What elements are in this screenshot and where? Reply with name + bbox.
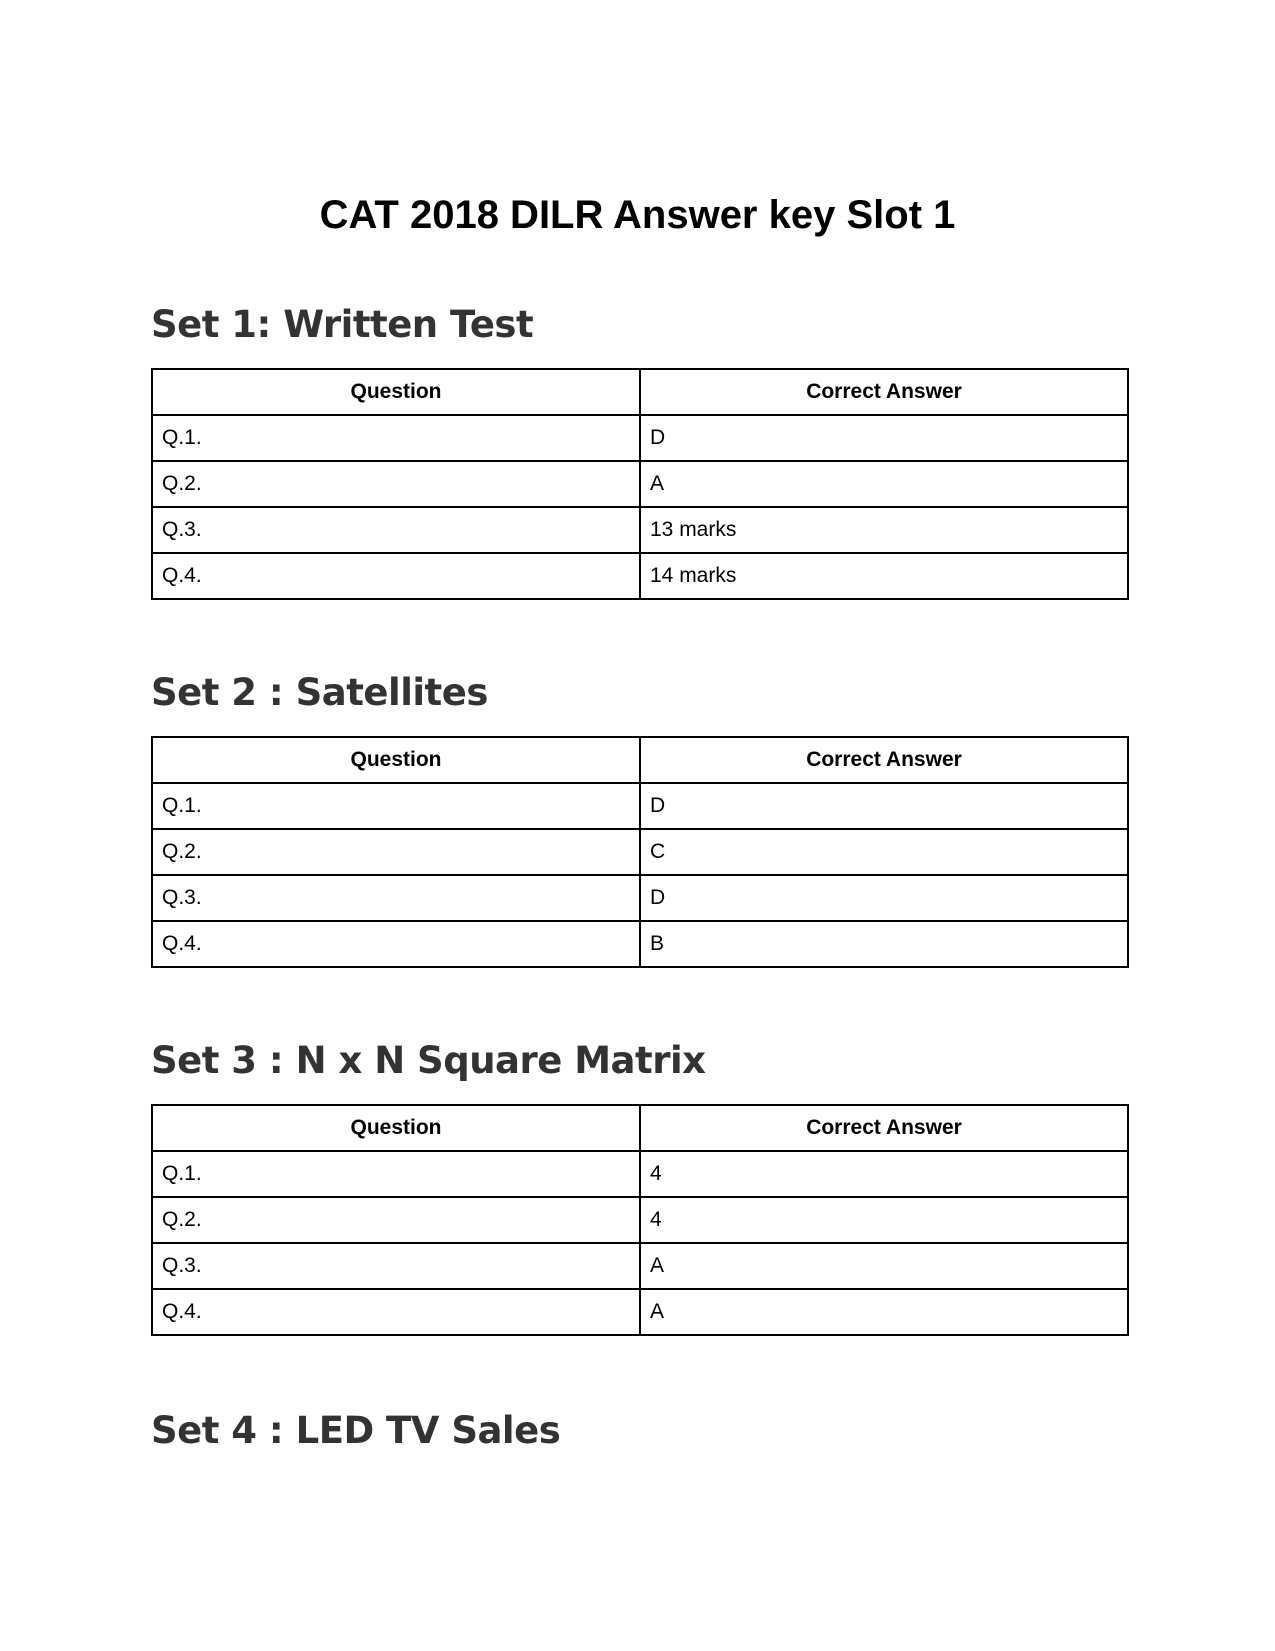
table-row	[152, 783, 1128, 829]
set-2-section	[151, 668, 1127, 968]
set-heading: Set 2 : Satellites	[151, 671, 488, 714]
table-header-row	[152, 369, 1128, 415]
answer-column-header: Correct Answer	[640, 737, 1128, 783]
answer-column-header: Correct Answer	[640, 1105, 1128, 1151]
answer-cell: A	[640, 1243, 1128, 1289]
answer-table	[151, 1104, 1129, 1336]
table-row	[152, 829, 1128, 875]
question-cell: Q.3.	[152, 507, 640, 553]
table-row	[152, 415, 1128, 461]
set-1-section	[151, 300, 1127, 600]
question-cell: Q.1.	[152, 415, 640, 461]
table-row	[152, 1151, 1128, 1197]
set-3-section	[151, 1036, 1127, 1336]
table-header-row	[152, 1105, 1128, 1151]
answer-cell: A	[640, 461, 1128, 507]
question-cell: Q.2.	[152, 829, 640, 875]
answer-table	[151, 736, 1129, 968]
question-column-header: Question	[152, 1105, 640, 1151]
table-row	[152, 461, 1128, 507]
question-cell: Q.1.	[152, 783, 640, 829]
question-cell: Q.4.	[152, 921, 640, 967]
question-cell: Q.1.	[152, 1151, 640, 1197]
table-row	[152, 921, 1128, 967]
set-4-section	[151, 1406, 1127, 1466]
table-row	[152, 875, 1128, 921]
table-row	[152, 1243, 1128, 1289]
question-cell: Q.4.	[152, 1289, 640, 1335]
answer-table	[151, 368, 1129, 600]
answer-cell: B	[640, 921, 1128, 967]
set-heading: Set 1: Written Test	[151, 303, 534, 346]
answer-cell: D	[640, 415, 1128, 461]
answer-cell: D	[640, 875, 1128, 921]
question-cell: Q.3.	[152, 875, 640, 921]
answer-cell: D	[640, 783, 1128, 829]
table-header-row	[152, 737, 1128, 783]
question-cell: Q.4.	[152, 553, 640, 599]
table-row	[152, 1197, 1128, 1243]
table-row	[152, 1289, 1128, 1335]
answer-cell: 4	[640, 1151, 1128, 1197]
answer-cell: 4	[640, 1197, 1128, 1243]
set-heading: Set 4 : LED TV Sales	[151, 1409, 561, 1452]
table-row	[152, 553, 1128, 599]
answer-cell: C	[640, 829, 1128, 875]
answer-cell: 14 marks	[640, 553, 1128, 599]
set-heading: Set 3 : N x N Square Matrix	[151, 1039, 706, 1082]
table-row	[152, 507, 1128, 553]
question-column-header: Question	[152, 369, 640, 415]
answer-cell: 13 marks	[640, 507, 1128, 553]
question-cell: Q.3.	[152, 1243, 640, 1289]
page-title: CAT 2018 DILR Answer key Slot 1	[319, 193, 956, 237]
answer-column-header: Correct Answer	[640, 369, 1128, 415]
question-cell: Q.2.	[152, 461, 640, 507]
question-cell: Q.2.	[152, 1197, 640, 1243]
answer-cell: A	[640, 1289, 1128, 1335]
question-column-header: Question	[152, 737, 640, 783]
